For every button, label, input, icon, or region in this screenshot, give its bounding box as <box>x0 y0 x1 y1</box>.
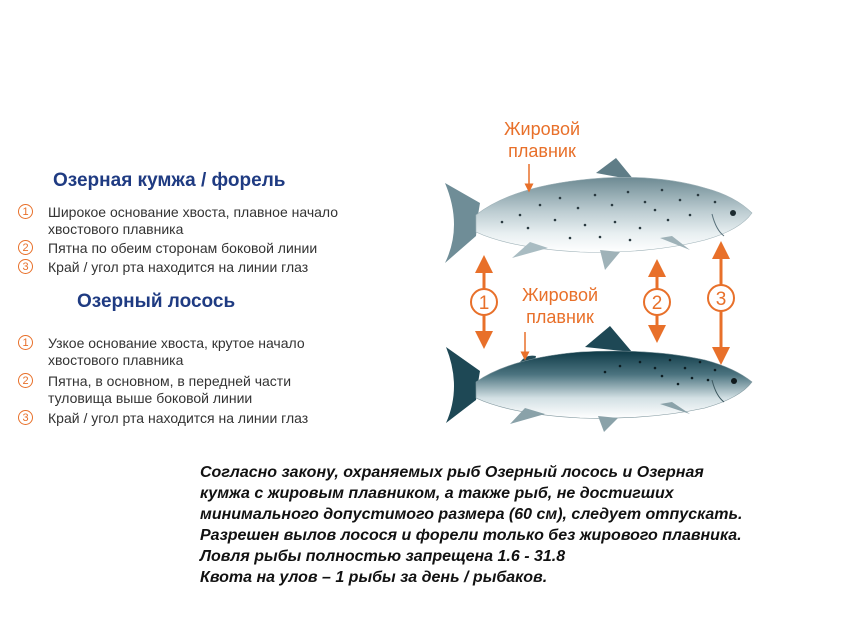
salmon-feature-1-line-2: хвостового плавника <box>48 352 184 368</box>
trout-title: Озерная кумжа / форель <box>53 170 286 191</box>
trout-body <box>476 177 752 252</box>
regulation-line-1: Согласно закону, охраняемых рыб Озерный лосось и Озерная <box>200 464 704 481</box>
regulation-line-4: Разрешен вылов лосося и форели только без жирового плавника. <box>200 527 742 544</box>
marker-3-label: 3 <box>715 289 727 310</box>
salmon-pelvic-fin <box>598 416 618 432</box>
regulation-line-2: кумжа с жировым плавником, а также рыб, не достигших <box>200 485 674 502</box>
salmon-feature-1-line-1: Узкое основание хвоста, крутое начало <box>48 335 305 351</box>
marker-2-label: 2 <box>651 293 663 314</box>
regulation-line-3: минимального допустимого размера (60 см), следует отпускать. <box>200 506 743 523</box>
salmon-feature-3-line-1: Край / угол рта находится на линии глаз <box>48 410 309 426</box>
trout-fish <box>445 158 752 270</box>
salmon-dorsal-fin <box>585 326 632 352</box>
salmon-feature-2-line-1: Пятна, в основном, в передней части <box>48 373 292 389</box>
number-1-icon: 1 <box>18 204 33 219</box>
trout-tail <box>445 183 480 263</box>
adipose-fin-label-top-line-2: плавник <box>508 141 576 161</box>
adipose-fin-label-top-line-1: Жировой <box>503 119 581 139</box>
number-1-icon: 1 <box>18 335 33 350</box>
salmon-eye <box>731 378 737 384</box>
number-3-icon: 3 <box>18 410 33 425</box>
salmon-feature-2-line-2: туловища выше боковой линии <box>48 390 253 406</box>
trout-dorsal-fin <box>596 158 634 180</box>
regulation-text <box>200 462 840 588</box>
marker-2 <box>644 289 670 315</box>
marker-1 <box>471 289 497 315</box>
number-2-icon: 2 <box>18 373 33 388</box>
regulation-line-6: Квота на улов – 1 рыбы за день / рыбаков. <box>200 569 548 586</box>
marker-3 <box>708 285 734 311</box>
salmon-body <box>476 351 752 418</box>
marker-1-label: 1 <box>478 293 490 314</box>
trout-pelvic-fin <box>600 250 620 270</box>
number-3-icon: 3 <box>18 259 33 274</box>
trout-feature-3-line-1: Край / угол рта находится на линии глаз <box>48 259 309 275</box>
adipose-fin-label-mid-line-1: Жировой <box>521 285 599 305</box>
salmon-title: Озерный лосось <box>77 291 236 312</box>
trout-feature-2-line-1: Пятна по обеим сторонам боковой линии <box>48 240 318 256</box>
trout-feature-1-line-1: Широкое основание хвоста, плавное начало <box>48 204 339 220</box>
trout-eye <box>730 210 736 216</box>
salmon-tail <box>446 347 480 423</box>
number-2-icon: 2 <box>18 240 33 255</box>
trout-feature-1-line-2: хвостового плавника <box>48 221 184 237</box>
salmon-fish <box>446 326 752 432</box>
adipose-fin-label-mid-line-2: плавник <box>526 307 594 327</box>
regulation-line-5: Ловля рыбы полностью запрещена 1.6 - 31.8 <box>200 548 566 565</box>
